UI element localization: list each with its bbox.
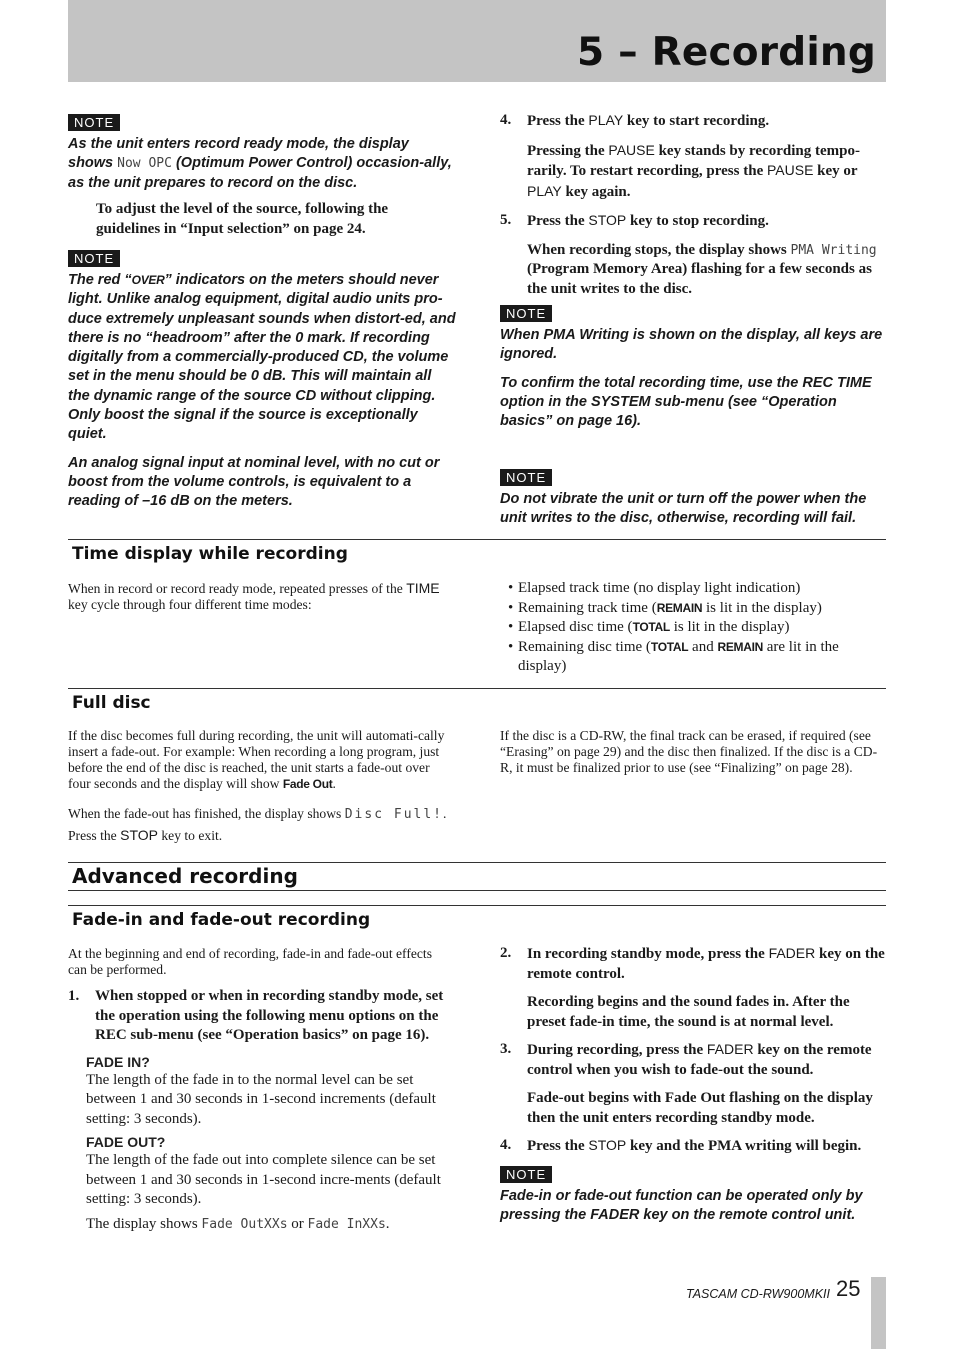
full-disc-text-left: If the disc becomes full during recording, the unit will automati-cally insert a fade-out. For example: When recording a long program, just before the end of the disc is reached, the unit starts a fade-out over four seconds and the display will show Fade Out. When the fade-out has finished, the display shows Disc Full!. Press the STOP key to exit. bbox=[68, 728, 447, 843]
play-key: PLAY bbox=[527, 182, 562, 199]
fade-in-label: FADE IN? bbox=[86, 1053, 150, 1070]
lcd-text: Fade OutXXs bbox=[201, 1216, 288, 1232]
time-key: TIME bbox=[406, 580, 440, 596]
fade-display-text: The display shows Fade OutXXs or Fade InXXs. bbox=[86, 1215, 390, 1232]
step-item: 2. In recording standby mode, press the FADER key on the remote control. bbox=[500, 945, 885, 982]
section-heading-fade: Fade-in and fade-out recording bbox=[72, 910, 371, 930]
adjust-level-text: To adjust the level of the source, following the guidelines in “Input selection” on page 24. bbox=[96, 201, 389, 237]
remain-indicator: REMAIN bbox=[717, 639, 763, 654]
step-item: 4. Press the STOP key and the PMA writing will begin. bbox=[500, 1137, 862, 1154]
note-label: NOTE bbox=[68, 250, 120, 267]
chapter-title: 5 – Recording bbox=[577, 30, 876, 75]
stop-key: STOP bbox=[120, 827, 158, 843]
note-text: The red “OVER” indicators on the meters should never light. Unlike analog equipment, digital audio units pro-duce extremely unpleasant sounds when distort-ed, and there is no “headroom” after the 0 mark. If recording digitally from a commercially-produced CD, the volume set in the menu should be 0 dB. This will maintain all the dynamic range of the source CD without clipping. Only boost the signal if the source is exceptionally quiet. An analog signal input at nominal level, with no cut or boost from the volume controls, is equivalent to a reading of –16 dB on the meters. bbox=[68, 271, 456, 512]
fader-key: FADER bbox=[706, 1041, 754, 1057]
remain-indicator: REMAIN bbox=[656, 600, 703, 615]
fade-out-indicator: Fade Out bbox=[282, 777, 333, 791]
lcd-text: Now OPC bbox=[117, 156, 172, 172]
pause-key: PAUSE bbox=[608, 141, 655, 158]
note-block-3 bbox=[500, 305, 888, 440]
fade-out-label: FADE OUT? bbox=[86, 1134, 166, 1150]
time-mode-list bbox=[508, 579, 868, 677]
time-display-intro: When in record or record ready mode, repeated presses of the TIME key cycle through four different time modes: bbox=[68, 580, 440, 612]
lcd-text: Disc Full! bbox=[344, 807, 444, 822]
fade-left-column bbox=[68, 946, 456, 1234]
section-rule bbox=[68, 539, 886, 540]
stop-key: STOP bbox=[588, 1137, 627, 1153]
note-block-2 bbox=[68, 250, 456, 521]
note-text: When PMA Writing is shown on the display, all keys are ignored. To confirm the total recording time, use the REC TIME option in the SYSTEM sub-menu (see “Operation basics” on page 16). bbox=[500, 327, 883, 430]
step-item: 5. Press the STOP key to stop recording. bbox=[500, 212, 769, 229]
fade-in-text: The length of the fade in to the normal level can be set between 1 and 30 seconds in 1-second increments (default setting: 3 seconds). bbox=[86, 1071, 436, 1127]
list-item: • Elapsed disc time (TOTAL is lit in the display) bbox=[508, 618, 868, 638]
step-item: 1. When stopped or when in recording standby mode, set the operation using the following menu options on the REC sub-menu (see “Operation basics” on page 16). bbox=[68, 988, 444, 1043]
fade-out-text: The length of the fade out into complete silence can be set between 1 and 30 seconds in 1-second incre-ments (default setting: 3 seconds). bbox=[86, 1152, 441, 1207]
note-block-5 bbox=[500, 1166, 888, 1235]
step-detail: When recording stops, the display shows PMA Writing (Program Memory Area) flashing for a few seconds as the unit writes to the disc. bbox=[527, 241, 877, 297]
note-text: Do not vibrate the unit or turn off the power when the unit writes to the disc, otherwise, recording will fail. bbox=[500, 491, 867, 527]
note-label: NOTE bbox=[68, 114, 120, 131]
note-block-1 bbox=[68, 114, 456, 202]
step-detail: Fade-out begins with Fade Out flashing on the display then the unit enters recording standby mode. bbox=[527, 1090, 873, 1126]
pause-key: PAUSE bbox=[766, 162, 814, 178]
footer-brand: TASCAM CD-RW900MKII bbox=[685, 1287, 830, 1301]
total-indicator: TOTAL bbox=[632, 620, 670, 634]
step-detail: Recording begins and the sound fades in. After the preset fade-in time, the sound is at normal level. bbox=[527, 994, 850, 1030]
lcd-text: Fade InXXs bbox=[307, 1216, 386, 1232]
fader-key: FADER bbox=[768, 945, 816, 961]
section-rule bbox=[68, 890, 886, 891]
note-label: NOTE bbox=[500, 305, 552, 322]
stop-key: STOP bbox=[588, 212, 627, 228]
section-heading-full-disc: Full disc bbox=[72, 693, 151, 713]
note-label: NOTE bbox=[500, 469, 552, 486]
section-heading-advanced: Advanced recording bbox=[72, 864, 298, 888]
list-item: • Remaining track time (REMAIN is lit in the display) bbox=[508, 599, 868, 619]
play-key: PLAY bbox=[588, 112, 624, 128]
full-disc-text-right: If the disc is a CD-RW, the final track can be erased, if required (see “Erasing” on page 29) and the disc then finalized. If the disc is a CD-R, it must be finalized prior to use (see “Finalizing” on page 28). bbox=[500, 728, 878, 775]
page-side-tab bbox=[871, 1277, 886, 1349]
note-text: As the unit enters record ready mode, the display shows Now OPC (Optimum Power Control) occasion-ally, as the unit prepares to record on the disc. bbox=[68, 136, 452, 191]
page-number: 25 bbox=[836, 1276, 861, 1301]
step-item: 4. Press the PLAY key to start recording. bbox=[500, 112, 770, 129]
note-paragraph: An analog signal input at nominal level, with no cut or boost from the volume controls, is equivalent to a reading of –16 dB on the meters. bbox=[68, 454, 440, 510]
fade-options bbox=[86, 1054, 456, 1235]
section-heading-time-display: Time display while recording bbox=[72, 544, 348, 564]
right-top-steps bbox=[500, 111, 888, 299]
lcd-text: PMA Writing bbox=[790, 242, 877, 258]
fade-right-column bbox=[500, 944, 888, 1157]
list-item: • Remaining disc time (TOTAL and REMAIN are lit in the display) bbox=[508, 638, 868, 677]
over-indicator: OVER bbox=[131, 273, 165, 287]
fade-intro: At the beginning and end of recording, fade-in and fade-out effects can be performed. bbox=[68, 946, 432, 977]
list-item: • Elapsed track time (no display light indication) bbox=[508, 579, 868, 599]
section-rule bbox=[68, 905, 886, 906]
section-rule bbox=[68, 688, 886, 689]
note-block-4 bbox=[500, 469, 888, 538]
note-label: NOTE bbox=[500, 1166, 552, 1183]
note-text: Fade-in or fade-out function can be operated only by pressing the FADER key on the remote control unit. bbox=[500, 1188, 863, 1224]
step-item: 3. During recording, press the FADER key on the remote control when you wish to fade-out the sound. bbox=[500, 1041, 872, 1078]
step-detail: Pressing the PAUSE key stands by recording tempo-rarily. To restart recording, press the PAUSE key or PLAY key again. bbox=[527, 141, 860, 200]
total-indicator: TOTAL bbox=[650, 639, 689, 654]
section-rule bbox=[68, 862, 886, 863]
